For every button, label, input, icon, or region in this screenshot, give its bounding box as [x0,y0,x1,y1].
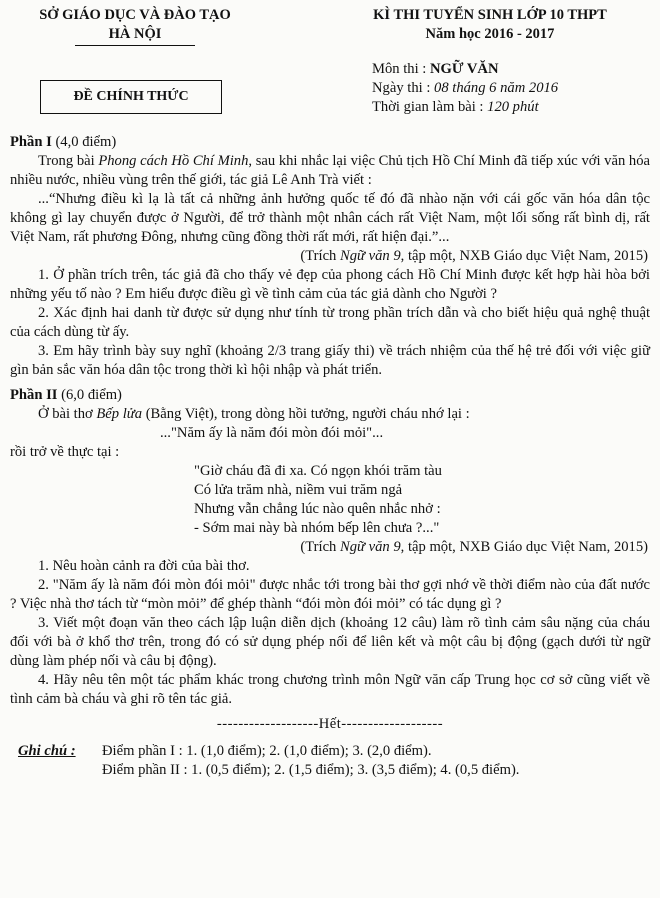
part2-question-4: 4. Hãy nêu tên một tác phẩm khác trong chương trình môn Ngữ văn cấp Trung học cơ sở cũng viết về tình cảm bà cháu và ghi rõ tên tác giả. [10,672,650,707]
subject-value: NGỮ VĂN [429,61,499,77]
note-row-part1: Điểm phần I : 1. (1,0 điểm); 2. (1,0 điểm); 3. (2,0 điểm). [102,743,432,759]
part1-heading: Phần I (4,0 điểm) [10,134,117,150]
time-line: Thời gian làm bài : 120 phút [372,99,539,115]
work-title: Phong cách Hồ Chí Minh [98,153,249,169]
exam-header [330,6,650,44]
part1-quote: ...“Nhưng điều kì lạ là tất cả những ảnh hưởng quốc tế đó đã nhào nặn với cái gốc văn hóa dân tộc không gì lay chuyển được ở Người, để trở thành một nhân cách rất Việt Nam, một lối sống rất bình dị, rất Việt Nam, rất phương Đông, nhưng cũng đồng thời rất mới, rất hiện đại.”... [10,191,650,245]
poem-title: Bếp lửa [96,406,143,422]
school-year: Năm học 2016 - 2017 [425,26,555,42]
part2-question-2: 2. "Năm ấy là năm đói mòn đói mỏi" được nhắc tới trong bài thơ gợi nhớ về thời điểm nào của đất nước ? Việc nhà thơ tách từ “mòn mỏi” để ghép thành “đói mòn đói mỏi” có tác dụng gì ? [10,577,650,612]
poem-line: Có lửa trăm nhà, niềm vui trăm ngả [194,482,403,498]
part1-question-1: 1. Ở phần trích trên, tác giả đã cho thấy vẻ đẹp của phong cách Hồ Chí Minh được kết hợp hài hòa bởi những yếu tố nào ? Em hiểu được điều gì về tình cảm của tác giả dành cho Người ? [10,267,650,302]
part1-question-2: 2. Xác định hai danh từ được sử dụng như tính từ trong phần trích dẫn và cho biết hiệu quả nghệ thuật của cách dùng từ ấy. [10,305,650,340]
poem-excerpt [10,462,650,538]
department-header [10,6,260,46]
time-value: 120 phút [487,99,539,115]
exam-body [10,133,650,780]
poem-line: Nhưng vẫn chẳng lúc nào quên nhắc nhở : [194,501,441,517]
date-value: 08 tháng 6 năm 2016 [434,80,559,96]
department-name: SỞ GIÁO DỤC VÀ ĐÀO TẠO [39,7,231,23]
header-rule [75,45,195,46]
exam-title: KÌ THI TUYỂN SINH LỚP 10 THPT [373,7,607,23]
part2-source: (Trích Ngữ văn 9, tập một, NXB Giáo dục Việt Nam, 2015) [300,539,648,555]
part1-question-3: 3. Em hãy trình bày suy nghĩ (khoảng 2/3 trang giấy thi) về trách nhiệm của thế hệ trẻ đối với việc giữ gìn bản sắc văn hóa dân tộc trong thời kì hội nhập và phát triển. [10,343,650,378]
note-row-part2: Điểm phần II : 1. (0,5 điểm); 2. (1,5 điểm); 3. (3,5 điểm); 4. (0,5 điểm). [102,762,520,778]
date-line: Ngày thi : 08 tháng 6 năm 2016 [372,80,559,96]
part1-intro: Trong bài Phong cách Hồ Chí Minh, sau khi nhắc lại việc Chủ tịch Hồ Chí Minh đã tiếp xúc với văn hóa nhiều nước, nhiều vùng trên thế giới, tác giả Lê Anh Trà viết : [10,153,650,188]
subject-line: Môn thi : NGỮ VĂN [372,61,499,77]
official-stamp-box: ĐỀ CHÍNH THỨC [40,80,222,114]
part2-heading: Phần II (6,0 điểm) [10,387,122,403]
exam-info [372,60,652,117]
end-mark: -------------------Hết------------------- [216,716,444,732]
part2-return: rồi trở về thực tại : [10,444,120,460]
part2-question-1: 1. Nêu hoàn cảnh ra đời của bài thơ. [38,558,250,574]
part1-source: (Trích Ngữ văn 9, tập một, NXB Giáo dục Việt Nam, 2015) [300,248,648,264]
note-label: Ghi chú : [18,743,76,759]
score-note [10,742,650,780]
department-city: HÀ NỘI [108,26,162,42]
part2-intro: Ở bài thơ Bếp lửa (Bằng Việt), trong dòng hồi tưởng, người cháu nhớ lại : [38,406,470,422]
part2-question-3: 3. Viết một đoạn văn theo cách lập luận diễn dịch (khoảng 12 câu) làm rõ tình cảm sâu nặng của cháu đối với bà ở khổ thơ trên, trong đó có sử dụng phép nối để liên kết và một câu bị động (gạch dưới từ ngữ dùng làm phép nối và câu bị động). [10,615,650,669]
poem-line: "Giờ cháu đã đi xa. Có ngọn khói trăm tàu [194,463,442,479]
poem-line: - Sớm mai này bà nhóm bếp lên chưa ?..." [194,520,440,536]
part2-recall: ..."Năm ấy là năm đói mòn đói mỏi"... [160,425,384,441]
